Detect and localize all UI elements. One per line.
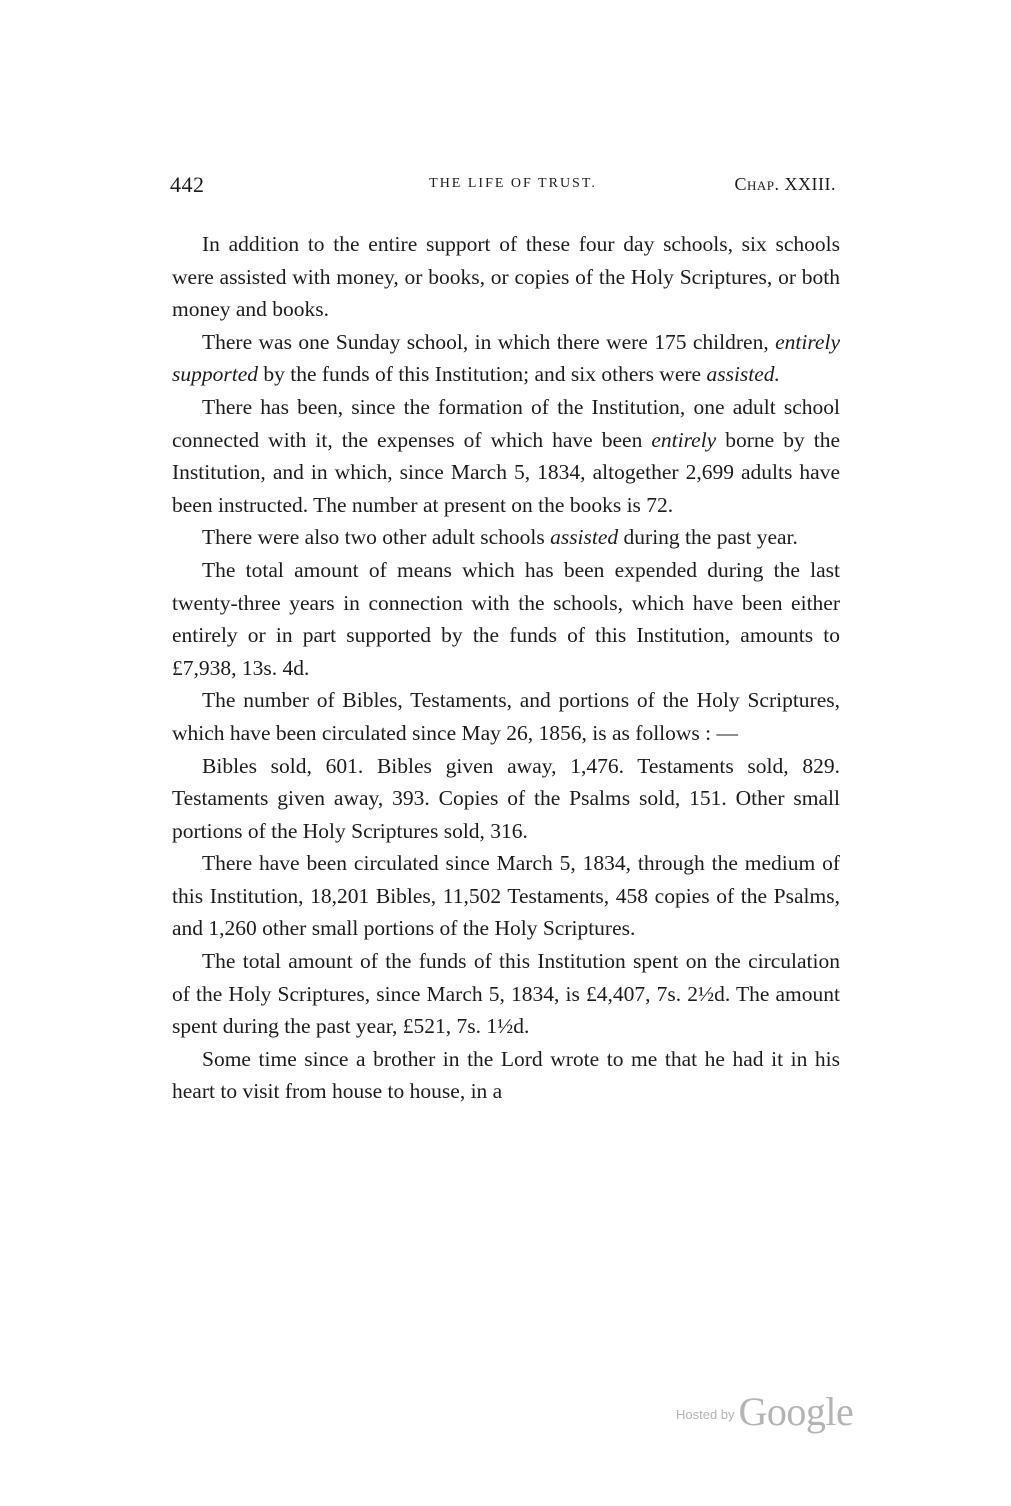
paragraph bbox=[172, 554, 840, 684]
google-logo: Google bbox=[738, 1389, 854, 1434]
running-title: THE LIFE OF TRUST. bbox=[429, 176, 597, 191]
text-run: during the past year. bbox=[618, 525, 798, 550]
paragraph bbox=[172, 945, 840, 1043]
text-run: The total amount of the funds of this Institution spent on the circulation of the Holy Scriptures, since March 5, 1834, is £4,407, 7s. 2½d. The amount spent during the past year, £521, 7s. 1½d. bbox=[172, 949, 840, 1039]
italic-run: assisted bbox=[550, 525, 619, 550]
paragraph bbox=[172, 391, 840, 521]
body-text bbox=[172, 228, 840, 1108]
hosted-by-google-watermark bbox=[676, 1388, 853, 1435]
text-run: The total amount of means which has been expended during the last twenty-three years in connection with the schools, which have been either entirely or in part supported by the funds of this Institution, amounts to £7,938, 13s. 4d. bbox=[172, 557, 840, 680]
hosted-by-label: Hosted by bbox=[676, 1407, 735, 1422]
paragraph bbox=[172, 521, 840, 554]
text-run: Bibles sold, 601. Bibles given away, 1,476. Testaments sold, 829. Testaments given away, 393. Copies of the Psalms sold, 151. Other small portions of the Holy Scriptures sold, 316. bbox=[172, 753, 840, 843]
text-run: There were also two other adult schools bbox=[202, 525, 551, 550]
text-run: The number of Bibles, Testaments, and portions of the Holy Scriptures, which have been circulated since May 26, 1856, is as follows : — bbox=[172, 688, 840, 745]
paragraph bbox=[172, 1043, 840, 1108]
text-run: borne by the Institution, and in which, since March 5, 1834, altogether 2,699 adults have been instructed. The number at present on the books is 72. bbox=[172, 427, 840, 517]
paragraph bbox=[172, 750, 840, 848]
paragraph bbox=[172, 684, 840, 749]
text-run: There has been, since the formation of the Institution, one adult school connected with it, the expenses of which have been bbox=[172, 394, 840, 452]
italic-run: entirely supported bbox=[172, 329, 840, 387]
italic-run: assisted. bbox=[706, 362, 780, 387]
italic-run: entirely bbox=[651, 427, 717, 452]
text-run: by the funds of this Institution; and six others were bbox=[258, 362, 707, 387]
paragraph bbox=[172, 847, 840, 945]
text-run: Some time since a brother in the Lord wrote to me that he had it in his heart to visit from house to house, in a bbox=[172, 1046, 840, 1104]
text-run: There have been circulated since March 5, 1834, through the medium of this Institution, 18,201 Bibles, 11,502 Testaments, 458 copies of the Psalms, and 1,260 other small portions of the Holy Scriptures. bbox=[172, 851, 840, 941]
page-number: 442 bbox=[170, 172, 205, 197]
text-run: There was one Sunday school, in which there were 175 children, bbox=[202, 329, 776, 354]
text-run: In addition to the entire support of these four day schools, six schools were assisted with money, or books, or copies of the Holy Scriptures, or both money and books. bbox=[172, 232, 840, 322]
paragraph bbox=[172, 326, 840, 391]
paragraph bbox=[172, 228, 840, 326]
chapter-reference: Chap. XXIII. bbox=[734, 174, 836, 194]
page-header bbox=[170, 172, 836, 202]
